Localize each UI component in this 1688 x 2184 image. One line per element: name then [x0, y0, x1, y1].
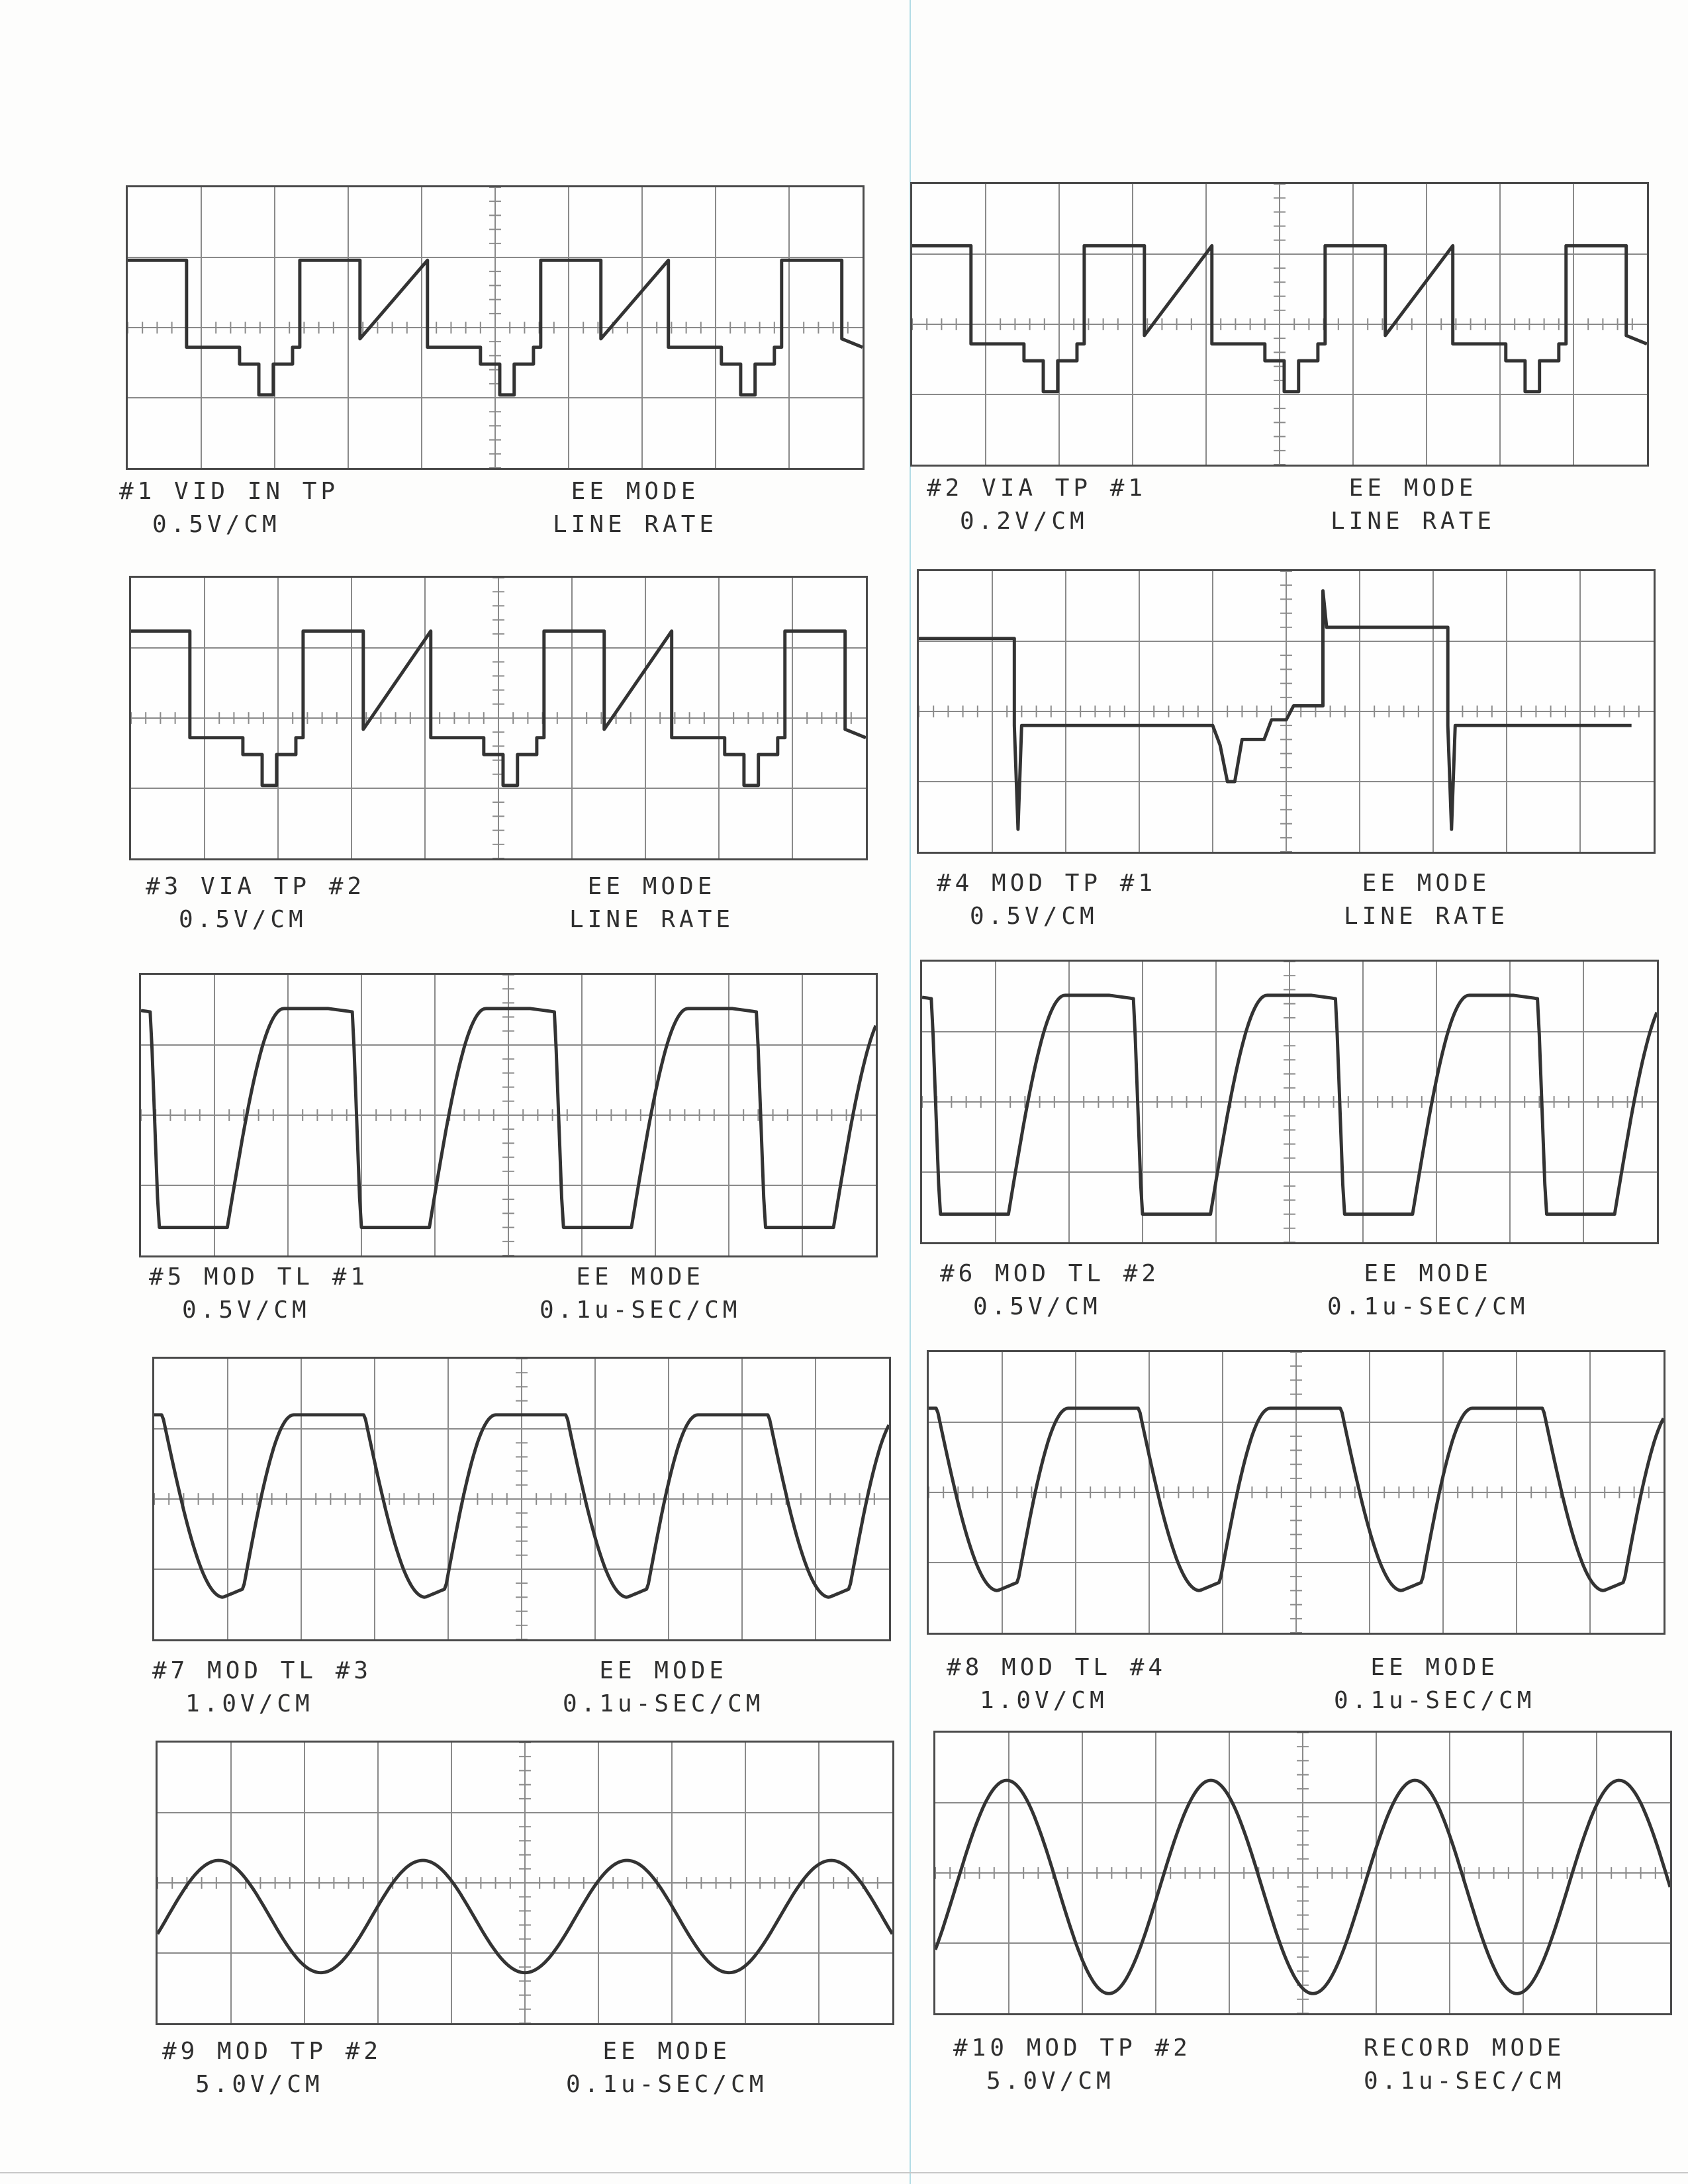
trace-mode-label-5 [539, 1261, 741, 1327]
trace-mode-label-9 [566, 2035, 767, 2101]
trace-title-6: #6 MOD TL #2 [940, 1260, 1160, 1287]
trace-scale-3: 0.5V/CM [179, 906, 307, 933]
trace-title-9: #9 MOD TP #2 [162, 2038, 383, 2065]
scope-graph-6 [922, 962, 1657, 1242]
trace-rate-7: 0.1u-SEC/CM [563, 1690, 765, 1717]
trace-title-7: #7 MOD TL #3 [152, 1657, 373, 1684]
trace-label-3 [146, 870, 365, 936]
trace-scale-7: 1.0V/CM [185, 1690, 314, 1717]
trace-title-2: #2 VIA TP #1 [927, 475, 1147, 502]
trace-scale-2: 0.2V/CM [960, 508, 1088, 535]
trace-title-5: #5 MOD TL #1 [149, 1263, 369, 1291]
trace-label-10 [953, 2032, 1192, 2098]
trace-mode-label-7 [563, 1655, 764, 1721]
scope-graph-2 [912, 184, 1647, 465]
trace-mode-6: EE MODE [1364, 1260, 1493, 1287]
scope-panel-3 [129, 576, 868, 860]
trace-label-7 [152, 1655, 372, 1721]
trace-label-6 [940, 1257, 1160, 1324]
scope-panel-7 [152, 1357, 891, 1641]
trace-scale-9: 5.0V/CM [195, 2071, 324, 2098]
trace-rate-5: 0.1u-SEC/CM [539, 1297, 741, 1324]
trace-rate-9: 0.1u-SEC/CM [566, 2071, 768, 2098]
trace-scale-5: 0.5V/CM [182, 1297, 310, 1324]
scope-graph-9 [158, 1743, 892, 2023]
trace-mode-8: EE MODE [1370, 1654, 1499, 1681]
trace-rate-8: 0.1u-SEC/CM [1334, 1687, 1536, 1714]
trace-scale-6: 0.5V/CM [973, 1293, 1102, 1320]
waveform-trace-4 [919, 591, 1632, 829]
trace-mode-label-2 [1331, 472, 1495, 538]
trace-rate-2: LINE RATE [1331, 508, 1496, 535]
trace-mode-7: EE MODE [599, 1657, 728, 1684]
trace-rate-4: LINE RATE [1344, 903, 1509, 930]
scope-panel-5 [139, 973, 878, 1257]
trace-title-4: #4 MOD TP #1 [937, 870, 1157, 897]
trace-title-8: #8 MOD TL #4 [947, 1654, 1167, 1681]
scope-panel-6 [920, 960, 1659, 1244]
scope-graph-3 [131, 578, 866, 858]
trace-label-5 [149, 1261, 369, 1327]
trace-mode-label-1 [553, 475, 718, 541]
scope-panel-9 [156, 1741, 894, 2025]
trace-mode-label-8 [1334, 1651, 1535, 1717]
scope-graph-10 [935, 1733, 1670, 2013]
trace-title-10: #10 MOD TP #2 [953, 2034, 1192, 2062]
trace-mode-label-10 [1364, 2032, 1565, 2098]
trace-mode-10: RECORD MODE [1364, 2034, 1566, 2062]
trace-label-4 [937, 867, 1156, 933]
scope-panel-2 [910, 182, 1649, 467]
trace-rate-3: LINE RATE [569, 906, 735, 933]
scope-panel-4 [917, 569, 1656, 854]
scope-graph-5 [141, 975, 876, 1255]
scope-graph-1 [128, 187, 863, 468]
trace-scale-10: 5.0V/CM [986, 2068, 1115, 2095]
page-bottom-line [0, 2172, 1688, 2173]
scope-panel-8 [927, 1350, 1665, 1635]
scope-graph-8 [929, 1352, 1664, 1633]
trace-mode-9: EE MODE [602, 2038, 731, 2065]
trace-mode-label-4 [1344, 867, 1509, 933]
trace-mode-1: EE MODE [571, 478, 700, 505]
trace-label-2 [927, 472, 1147, 538]
scope-panel-10 [933, 1731, 1672, 2015]
trace-mode-2: EE MODE [1348, 475, 1477, 502]
trace-scale-8: 1.0V/CM [980, 1687, 1108, 1714]
trace-mode-label-3 [569, 870, 734, 936]
trace-rate-6: 0.1u-SEC/CM [1327, 1293, 1529, 1320]
trace-label-9 [162, 2035, 382, 2101]
scope-graph-4 [919, 571, 1654, 852]
trace-mode-3: EE MODE [587, 873, 716, 900]
trace-scale-1: 0.5V/CM [152, 511, 281, 538]
trace-mode-4: EE MODE [1362, 870, 1491, 897]
trace-mode-label-6 [1327, 1257, 1528, 1324]
trace-label-1 [119, 475, 339, 541]
trace-scale-4: 0.5V/CM [970, 903, 1098, 930]
trace-rate-10: 0.1u-SEC/CM [1364, 2068, 1566, 2095]
trace-title-3: #3 VIA TP #2 [146, 873, 366, 900]
trace-label-8 [947, 1651, 1166, 1717]
scope-panel-1 [126, 185, 865, 470]
trace-title-1: #1 VID IN TP [119, 478, 340, 505]
trace-rate-1: LINE RATE [553, 511, 718, 538]
scope-graph-7 [154, 1359, 889, 1639]
trace-mode-5: EE MODE [576, 1263, 705, 1291]
